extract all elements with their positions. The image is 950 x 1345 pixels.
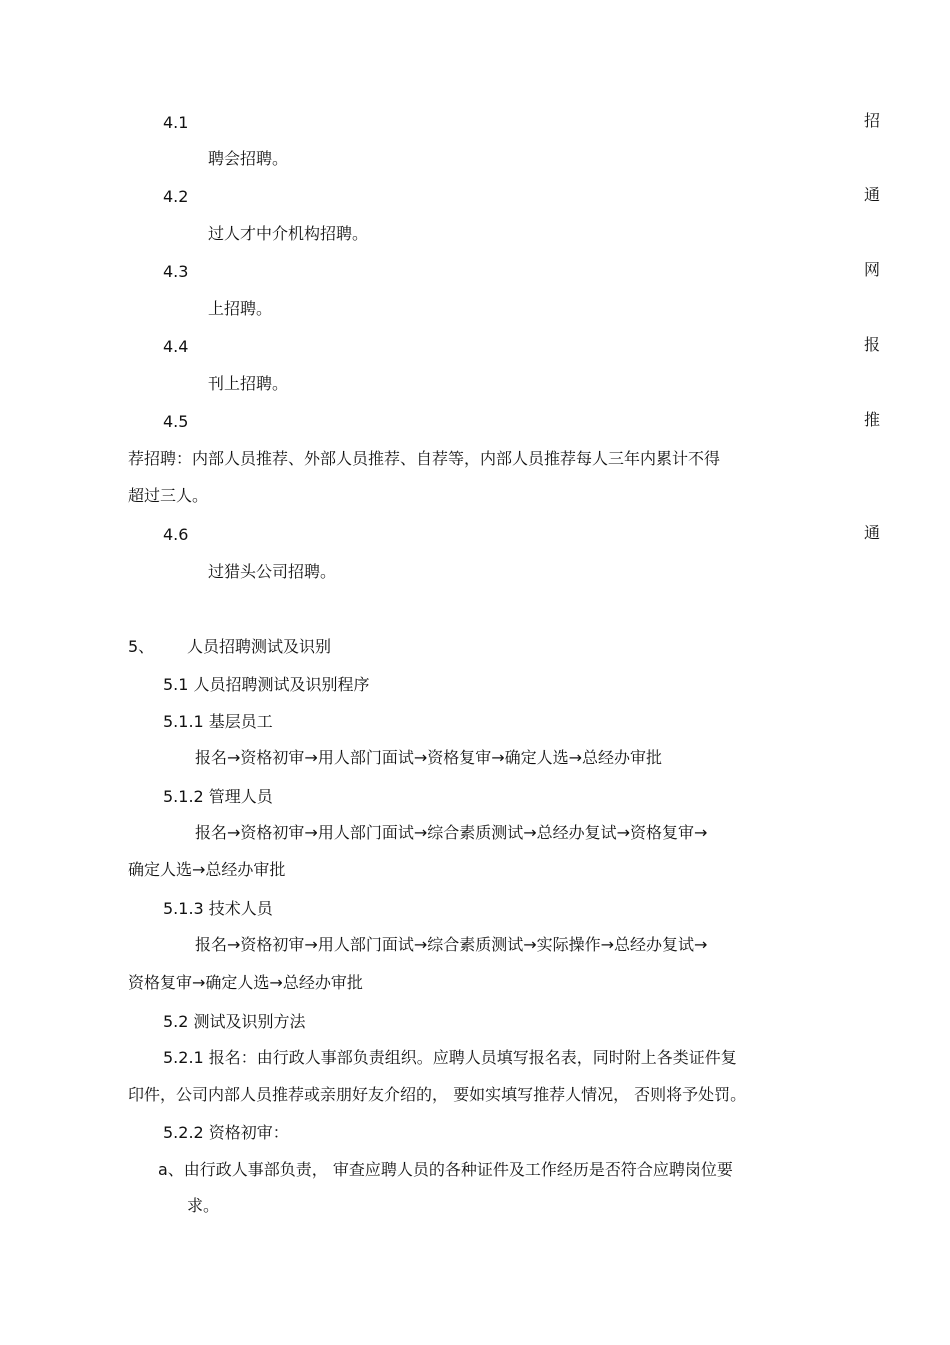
- section-5-2-2-heading: 5.2.2 资格初审：: [163, 1123, 289, 1142]
- item-4-1-lead-char: 招: [863, 111, 880, 130]
- item-4-1-number: 4.1: [163, 113, 189, 132]
- section-5-1-2-flow-line-1: 报名→资格初审→用人部门面试→综合素质测试→总经办复试→资格复审→: [195, 823, 708, 842]
- item-4-5-text-line-1: 荐招聘：内部人员推荐、外部人员推荐、自荐等，内部人员推荐每人三年内累计不得: [128, 449, 721, 468]
- section-5-1-3-heading: 5.1.3 技术人员: [163, 899, 273, 918]
- section-5-1-3-flow-line-1: 报名→资格初审→用人部门面试→综合素质测试→实际操作→总经办复试→: [195, 935, 708, 954]
- item-4-3-text: 上招聘。: [208, 299, 273, 318]
- section-5-1-3-flow-line-2: 资格复审→确定人选→总经办审批: [128, 973, 363, 992]
- item-4-3-number: 4.3: [163, 262, 189, 281]
- section-5-1-1-heading: 5.1.1 基层员工: [163, 712, 273, 731]
- section-5-1-heading: 5.1 人员招聘测试及识别程序: [163, 675, 370, 694]
- item-4-2-text: 过人才中介机构招聘。: [208, 224, 369, 243]
- item-4-6-text: 过猎头公司招聘。: [208, 562, 337, 581]
- item-4-1-text: 聘会招聘。: [208, 149, 289, 168]
- item-4-5-lead-char: 推: [863, 410, 880, 429]
- item-4-6-number: 4.6: [163, 525, 189, 544]
- item-4-4-number: 4.4: [163, 337, 189, 356]
- item-4-4-lead-char: 报: [863, 335, 880, 354]
- section-5-1-1-flow: 报名→资格初审→用人部门面试→资格复审→确定人选→总经办审批: [195, 748, 663, 767]
- item-a-line-1: a、由行政人事部负责， 审查应聘人员的各种证件及工作经历是否符合应聘岗位要: [158, 1160, 733, 1179]
- item-4-2-lead-char: 通: [863, 185, 880, 204]
- section-5-1-2-flow-line-2: 确定人选→总经办审批: [128, 860, 286, 879]
- item-4-5-number: 4.5: [163, 412, 189, 431]
- section-5-title: 人员招聘测试及识别: [187, 637, 332, 656]
- item-4-5-text-line-2: 超过三人。: [128, 486, 209, 505]
- section-5-1-2-heading: 5.1.2 管理人员: [163, 787, 273, 806]
- item-a-line-2: 求。: [187, 1196, 220, 1215]
- section-5-2-1-line-2: 印件，公司内部人员推荐或亲朋好友介绍的， 要如实填写推荐人情况， 否则将予处罚。: [128, 1085, 747, 1104]
- section-5-2-1-line-1: 5.2.1 报名：由行政人事部负责组织。应聘人员填写报名表，同时附上各类证件复: [163, 1048, 737, 1067]
- item-4-4-text: 刊上招聘。: [208, 374, 289, 393]
- item-4-6-lead-char: 通: [863, 523, 880, 542]
- item-4-3-lead-char: 网: [863, 260, 880, 279]
- section-5-number: 5、: [128, 637, 155, 656]
- item-4-2-number: 4.2: [163, 187, 189, 206]
- section-5-2-heading: 5.2 测试及识别方法: [163, 1012, 306, 1031]
